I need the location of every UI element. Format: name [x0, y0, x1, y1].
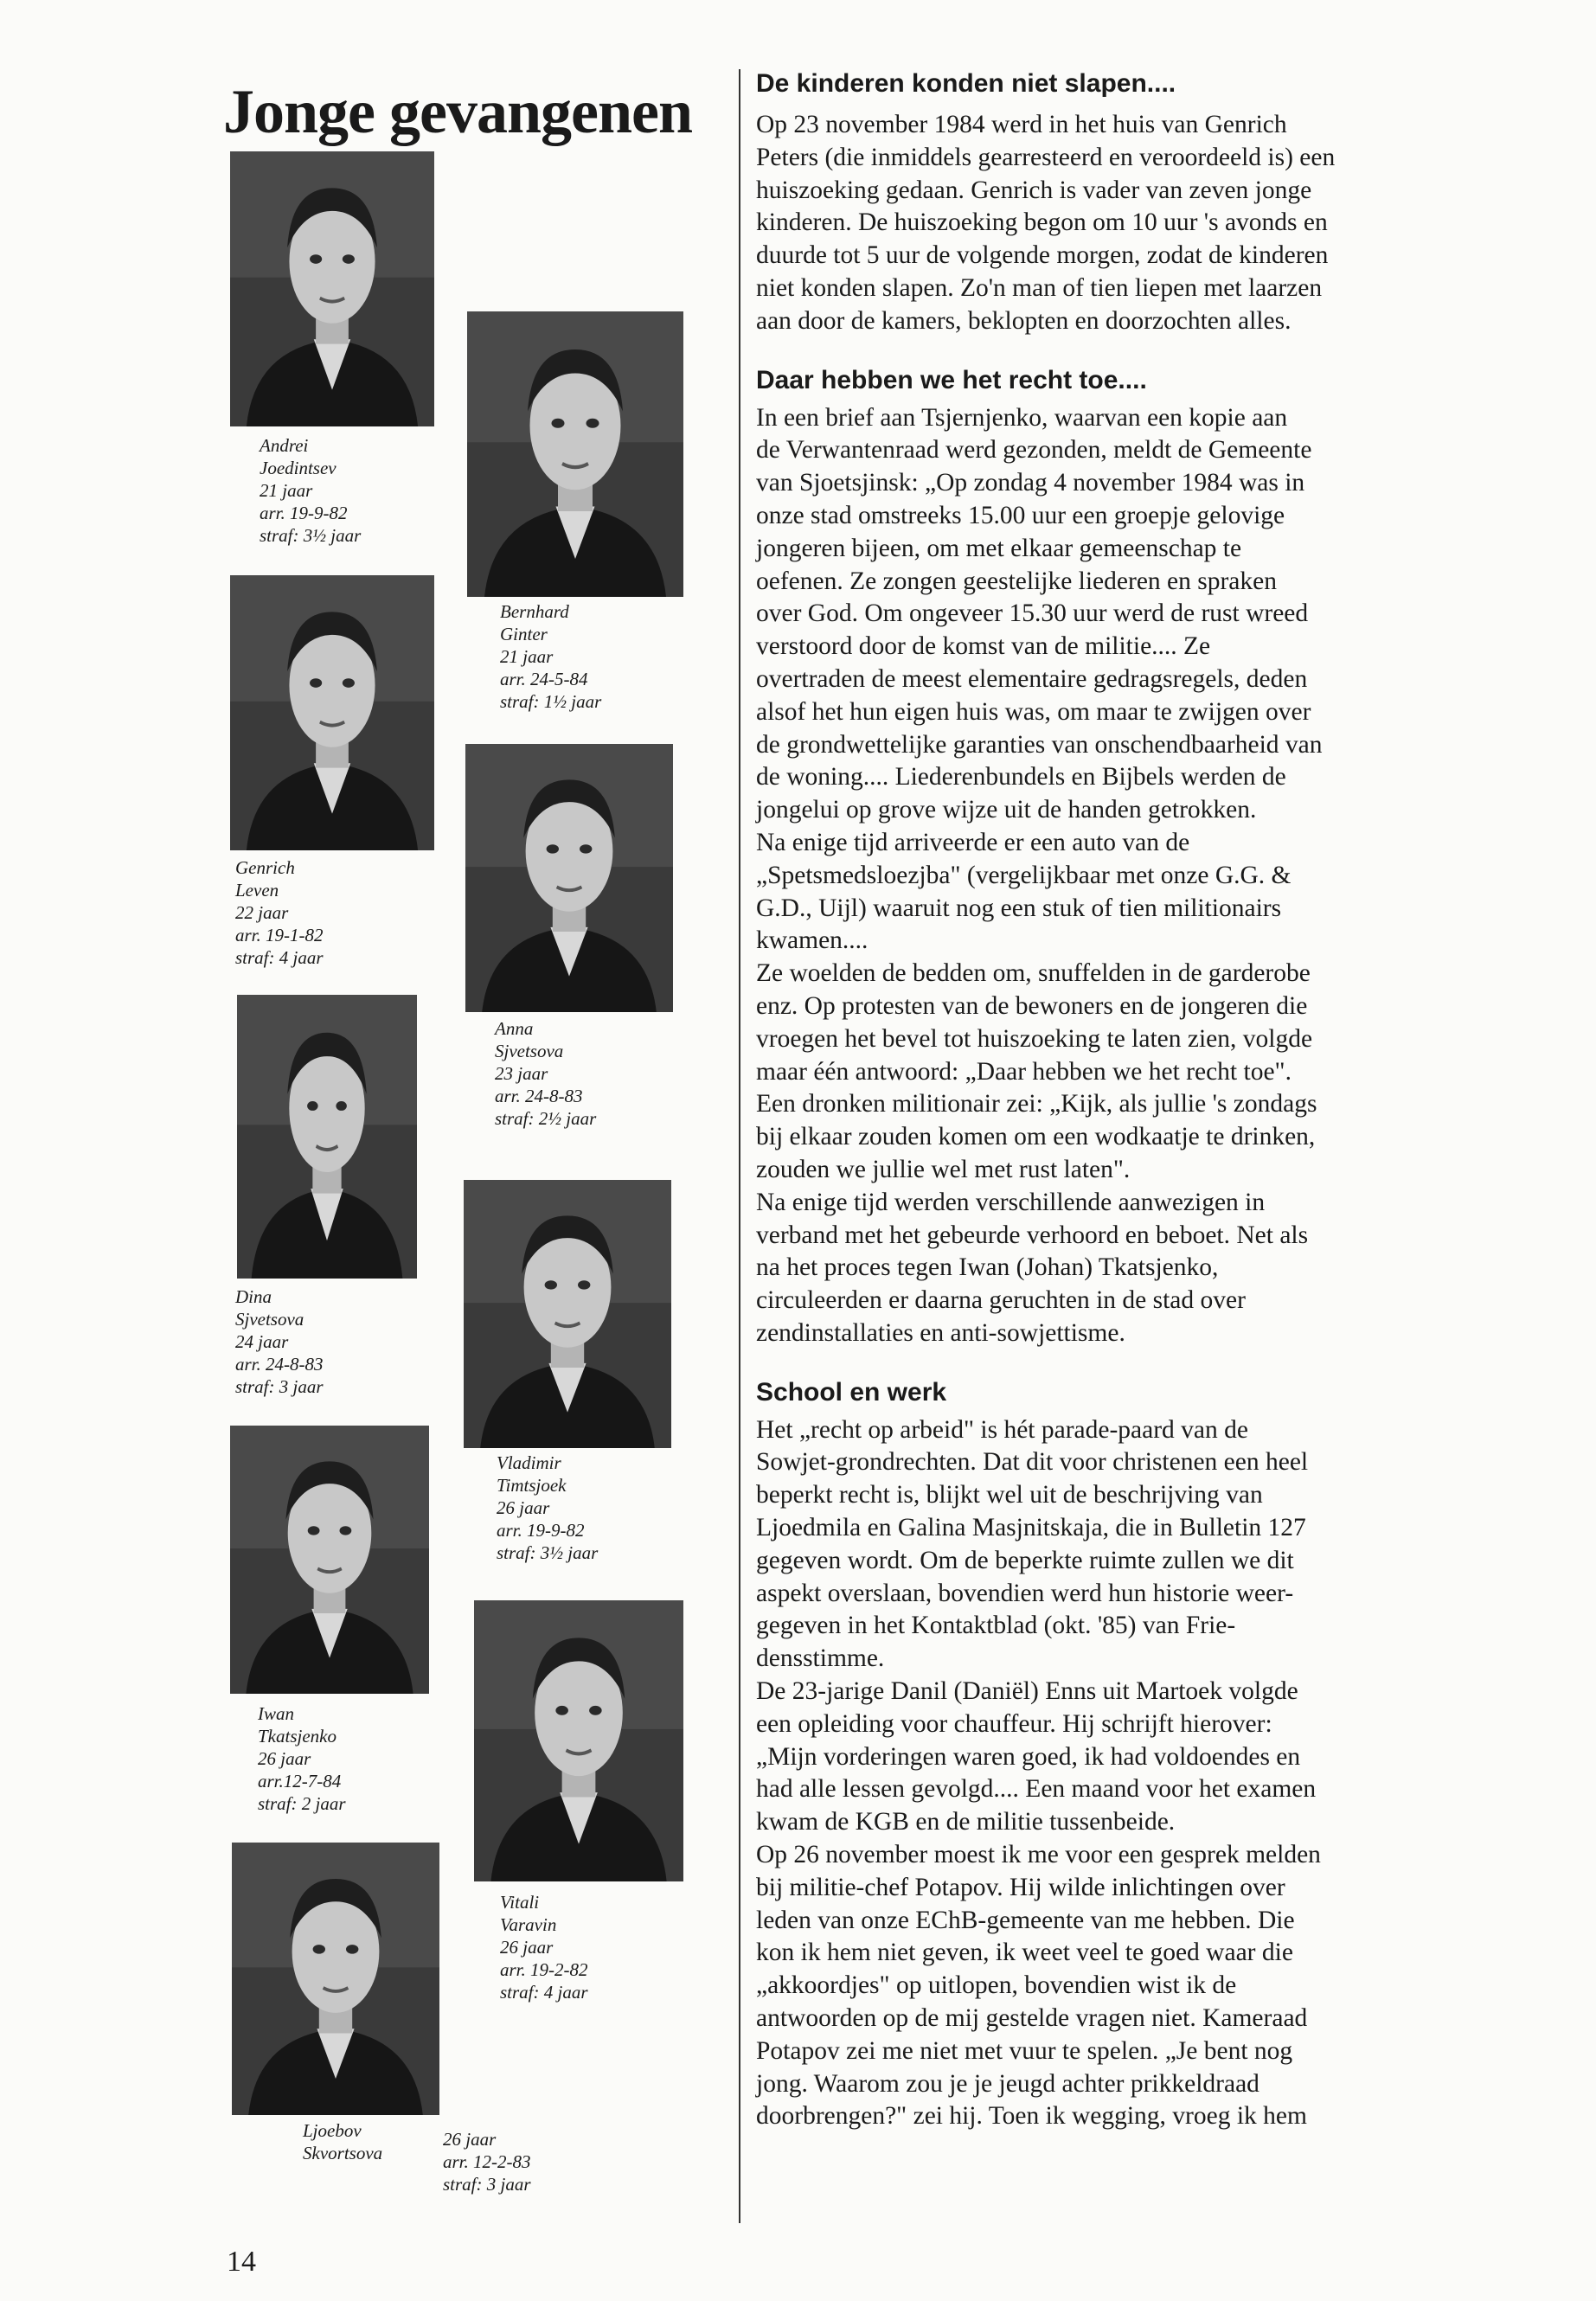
photo-ljoebov-skvortsova: [232, 1843, 439, 2115]
text-line: De 23-jarige Danil (Daniël) Enns uit Martoek volgde: [756, 1677, 1298, 1706]
caption-line: 22 jaar: [235, 902, 289, 923]
text-line: Een dronken militionair zei: „Kijk, als jullie 's zondags: [756, 1090, 1317, 1118]
text-line: maar één antwoord: „Daar hebben we het recht toe".: [756, 1057, 1292, 1086]
text-line: enz. Op protesten van de bewoners en de jongeren die: [756, 991, 1308, 1020]
caption-line: Ljoebov: [303, 2120, 362, 2141]
text-line: G.D., Uijl) waaruit nog een stuk of tien militionairs: [756, 894, 1282, 922]
text-line: Sowjet-grondrechten. Dat dit voor christenen een heel: [756, 1448, 1309, 1477]
text-line: de Verwantenraad werd gezonden, meldt de Gemeente: [756, 436, 1312, 465]
text-line: „akkoordjes" op uitlopen, bovendien wist ik de: [756, 1971, 1237, 2000]
section-heading: School en werk: [756, 1377, 947, 1407]
text-line: gegeven wordt. Om de beperkte ruimte zullen we dit: [756, 1546, 1294, 1574]
caption-vitali-varavin: [500, 1891, 588, 2003]
caption-line: Genrich: [235, 857, 295, 878]
section-body: [756, 109, 1479, 338]
caption-line: straf: 2½ jaar: [495, 1108, 597, 1129]
text-line: niet konden slapen. Zo'n man of tien liepen met laarzen: [756, 273, 1323, 302]
caption-iwan-tkatsjenko: [258, 1702, 346, 1815]
caption-line: arr. 19-9-82: [260, 503, 348, 523]
text-line: „Spetsmedsloezjba" (vergelijkbaar met onze G.G. &: [756, 861, 1292, 889]
text-line: Ze woelden de bedden om, snuffelden in de garderobe: [756, 959, 1311, 988]
caption-line: arr. 19-9-82: [497, 1520, 585, 1541]
text-line: huiszoeking gedaan. Genrich is vader van zeven jonge: [756, 176, 1312, 204]
text-line: zendinstallaties en anti-sowjettisme.: [756, 1318, 1125, 1347]
caption-line: 24 jaar: [235, 1331, 289, 1352]
text-line: aspekt overslaan, bovendien werd hun historie weer-: [756, 1579, 1294, 1607]
caption-line: Sjvetsova: [495, 1041, 564, 1061]
photo-vladimir-timtsjoek: [464, 1180, 671, 1448]
text-line: kwam de KGB en de militie tussenbeide.: [756, 1808, 1176, 1836]
column-divider: [739, 69, 740, 2223]
caption-line: straf: 4 jaar: [235, 947, 324, 968]
caption-line: Joedintsev: [260, 458, 337, 478]
text-line: Op 26 november moest ik me voor een gesprek melden: [756, 1841, 1321, 1869]
caption-genrich-leven: [235, 856, 324, 969]
photo-genrich-leven: [230, 575, 434, 850]
text-line: Na enige tijd arriveerde er een auto van de: [756, 828, 1190, 856]
text-line: de grondwettelijke garanties van onschendbaarheid van: [756, 730, 1323, 759]
text-line: de woning.... Liederenbundels en Bijbels werden de: [756, 763, 1286, 792]
text-line: overtraden de meest elementaire gedragsregels, deden: [756, 664, 1308, 693]
caption-line: arr. 19-1-82: [235, 925, 324, 945]
text-line: jongeren bijeen, om met elkaar gemeenschap te: [756, 534, 1242, 562]
article-text-column: [756, 67, 1479, 2133]
text-line: „Mijn vorderingen waren goed, ik had voldoendes en: [756, 1742, 1301, 1771]
text-line: duurde tot 5 uur de volgende morgen, zodat de kinderen: [756, 241, 1329, 270]
text-line: een opleiding voor chauffeur. Hij schrijft hierover:: [756, 1709, 1272, 1738]
caption-line: 26 jaar: [258, 1748, 311, 1769]
caption-line: Dina: [235, 1286, 272, 1307]
caption-line: 23 jaar: [495, 1063, 548, 1084]
caption-line: 26 jaar: [443, 2129, 497, 2150]
text-line: Op 23 november 1984 werd in het huis van Genrich: [756, 111, 1287, 138]
caption-line: straf: 1½ jaar: [500, 691, 602, 712]
caption-line: arr. 12-2-83: [443, 2151, 531, 2172]
text-line: Na enige tijd werden verschillende aanwezigen in: [756, 1188, 1266, 1216]
caption-line: straf: 3 jaar: [235, 1376, 324, 1397]
photo-iwan-tkatsjenko: [230, 1426, 429, 1694]
photo-bernhard-ginter: [467, 311, 683, 597]
caption-line: Andrei: [260, 435, 309, 456]
photo-dina-sjvetsova: [237, 995, 417, 1279]
text-line: Het „recht op arbeid" is hét parade-paard van de: [756, 1415, 1248, 1444]
text-line: alsof het hun eigen huis was, om maar te zwijgen over: [756, 697, 1311, 726]
text-line: Peters (die inmiddels gearresteerd en veroordeeld is) een: [756, 143, 1336, 171]
text-line: kinderen. De huiszoeking begon om 10 uur 's avonds en: [756, 208, 1328, 237]
text-line: aan door de kamers, beklopten en doorzochten alles.: [756, 306, 1292, 335]
text-line: over God. Om ongeveer 15.30 uur werd de rust wreed: [756, 599, 1309, 628]
caption-dina-sjvetsova: [235, 1285, 324, 1398]
caption-line: Iwan: [258, 1703, 294, 1724]
caption-bernhard-ginter: [500, 600, 601, 713]
caption-line: Vladimir: [497, 1452, 561, 1473]
caption-line: straf: 3½ jaar: [260, 525, 362, 546]
caption-line: 26 jaar: [497, 1497, 550, 1518]
page-title: Jonge gevangenen: [223, 77, 692, 146]
text-line: antwoorden op de mij gestelde vragen niet. Kameraad: [756, 2004, 1308, 2033]
caption-line: straf: 3 jaar: [443, 2174, 531, 2195]
photo-vitali-varavin: [474, 1600, 683, 1881]
caption-line: 26 jaar: [500, 1937, 554, 1958]
text-line: van Sjoetsjinsk: „Op zondag 4 november 1984 was in: [756, 469, 1305, 497]
caption-line: Bernhard: [500, 601, 569, 622]
text-line: leden van onze EChB-gemeente van me hebben. Die: [756, 1906, 1295, 1934]
caption-line: straf: 4 jaar: [500, 1982, 588, 2003]
caption-line: straf: 2 jaar: [258, 1793, 346, 1814]
text-line: In een brief aan Tsjernjenko, waarvan een kopie aan: [756, 403, 1288, 432]
caption-ljoebov-skvortsova: [303, 2119, 382, 2164]
caption-line: arr. 24-5-84: [500, 669, 588, 689]
text-line: oefenen. Ze zongen geestelijke liederen en spraken: [756, 567, 1277, 595]
text-line: bij militie-chef Potapov. Hij wilde inlichtingen over: [756, 1873, 1285, 1901]
text-line: Potapov zei me niet met vuur te spelen. „Je bent nog: [756, 2036, 1293, 2065]
caption-line: arr. 19-2-82: [500, 1959, 588, 1980]
text-line: had alle lessen gevolgd.... Een maand voor het examen: [756, 1775, 1317, 1804]
photo-anna-sjvetsova: [465, 744, 673, 1012]
caption-line: Sjvetsova: [235, 1309, 304, 1330]
text-line: verband met het gebeurde verhoord en beboet. Net als: [756, 1221, 1309, 1249]
text-line: kwamen....: [756, 926, 869, 955]
section-body: [756, 402, 1479, 1350]
text-line: circuleerden er daarna geruchten in de stad over: [756, 1286, 1246, 1315]
caption-line: Leven: [235, 880, 279, 901]
caption-line: Timtsjoek: [497, 1475, 567, 1496]
text-line: Ljoedmila en Galina Masjnitskaja, die in Bulletin 127: [756, 1514, 1306, 1542]
caption-line: arr. 24-8-83: [235, 1354, 324, 1375]
text-line: na het proces tegen Iwan (Johan) Tkatsjenko,: [756, 1253, 1219, 1282]
text-line: onze stad omstreeks 15.00 uur een groepje gelovige: [756, 501, 1285, 529]
caption-line: Varavin: [500, 1914, 557, 1935]
caption-line: 21 jaar: [260, 480, 313, 501]
caption-andrei-joedintsev: [260, 434, 361, 547]
text-line: vroegen het bevel tot huiszoeking te laten zien, volgde: [756, 1024, 1313, 1053]
caption-line: Vitali: [500, 1892, 540, 1913]
photo-andrei-joedintsev: [230, 151, 434, 426]
section-body: [756, 1414, 1479, 2134]
section-heading: Daar hebben we het recht toe....: [756, 365, 1147, 394]
caption-line: arr.12-7-84: [258, 1771, 342, 1791]
caption-line: straf: 3½ jaar: [497, 1542, 599, 1563]
text-line: densstimme.: [756, 1644, 885, 1673]
text-line: jongelui op grove wijze uit de handen getrokken.: [756, 796, 1257, 824]
caption-line: Anna: [495, 1018, 534, 1039]
section-heading: De kinderen konden niet slapen....: [756, 69, 1176, 98]
caption-line: Tkatsjenko: [258, 1726, 337, 1747]
caption-line: 21 jaar: [500, 646, 554, 667]
text-line: kon ik hem niet geven, ik weet veel te goed waar die: [756, 1939, 1293, 1967]
text-line: bij elkaar zouden komen om een wodkaatje te drinken,: [756, 1123, 1316, 1151]
page-number: 14: [227, 2246, 256, 2278]
text-line: doorbrengen?" zei hij. Toen ik wegging, vroeg ik hem: [756, 2102, 1307, 2131]
caption-line: arr. 24-8-83: [495, 1086, 583, 1106]
text-line: beperkt recht is, blijkt wel uit de beschrijving van: [756, 1481, 1263, 1509]
text-line: verstoord door de komst van de militie.... Ze: [756, 632, 1211, 661]
text-line: gegeven in het Kontaktblad (okt. '85) van Frie-: [756, 1612, 1236, 1640]
caption-vladimir-timtsjoek: [497, 1452, 598, 1564]
text-line: zouden we jullie wel met rust laten".: [756, 1155, 1131, 1183]
caption-line: Ginter: [500, 624, 548, 644]
text-line: jong. Waarom zou je je jeugd achter prikkeldraad: [756, 2069, 1259, 2098]
caption-line: Skvortsova: [303, 2143, 383, 2163]
caption-anna-sjvetsova: [495, 1017, 596, 1130]
caption-ljoebov-details: [443, 2128, 531, 2195]
